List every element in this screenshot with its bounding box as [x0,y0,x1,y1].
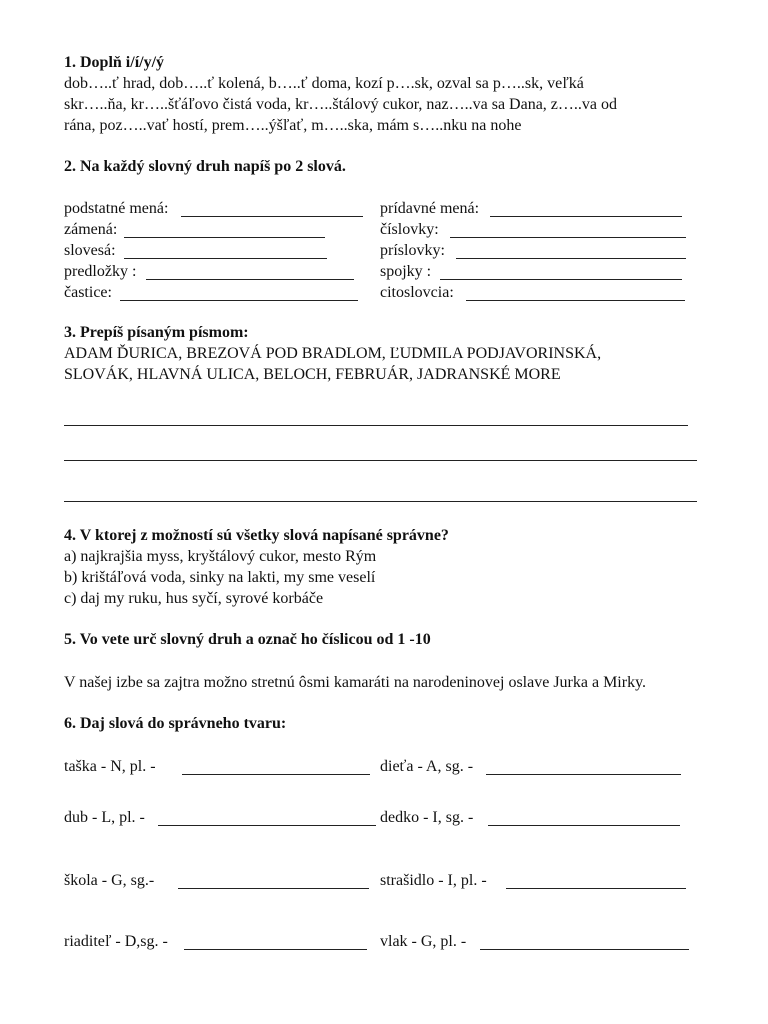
form-task-label: taška - N, pl. - [64,758,156,775]
answer-blank[interactable] [506,888,686,889]
exercise-1-text-line: rána, poz…..vať hostí, prem…..ýšľať, m…..ska, mám s…..nku na nohe [64,117,522,134]
form-task-label: dub - L, pl. - [64,809,145,826]
word-class-label: citoslovcia: [380,284,454,301]
exercise-5-title: 5. Vo vete urč slovný druh a označ ho číslicou od 1 -10 [64,631,431,648]
word-class-label: podstatné mená: [64,200,169,217]
answer-blank[interactable] [124,237,325,238]
exercise-4-title: 4. V ktorej z možností sú všetky slová napísané správne? [64,527,449,544]
answer-option: a) najkrajšia myss, kryštálový cukor, mesto Rým [64,548,377,565]
answer-blank[interactable] [184,949,367,950]
answer-blank[interactable] [178,888,369,889]
exercise-2-title: 2. Na každý slovný druh napíš po 2 slová. [64,158,346,175]
form-task-label: dedko - I, sg. - [380,809,474,826]
word-class-label: predložky : [64,263,137,280]
answer-blank[interactable] [124,258,327,259]
word-class-label: zámená: [64,221,118,238]
form-task-label: dieťa - A, sg. - [380,758,474,775]
answer-blank[interactable] [440,279,682,280]
answer-blank[interactable] [146,279,354,280]
exercise-3-text-line: ADAM ĎURICA, BREZOVÁ POD BRADLOM, ĽUDMILA PODJAVORINSKÁ, [64,345,602,362]
answer-blank[interactable] [182,774,370,775]
answer-blank[interactable] [480,949,689,950]
exercise-5-sentence: V našej izbe sa zajtra možno stretnú ôsmi kamaráti na narodeninovej oslave Jurka a Mirky. [64,674,647,691]
exercise-3-text-line: SLOVÁK, HLAVNÁ ULICA, BELOCH, FEBRUÁR, JADRANSKÉ MORE [64,366,561,383]
word-class-label: príslovky: [380,242,445,259]
exercise-1-text-line: skr…..ňa, kr…..šťáľovo čistá voda, kr…..štálový cukor, naz…..va sa Dana, z…..va od [64,96,617,113]
answer-blank[interactable] [488,825,680,826]
answer-option: c) daj my ruku, hus syčí, syrové korbáče [64,590,324,607]
exercise-3-title: 3. Prepíš písaným písmom: [64,324,249,341]
answer-blank[interactable] [158,825,376,826]
form-task-label: riaditeľ - D,sg. - [64,933,168,950]
answer-blank[interactable] [490,216,682,217]
form-task-label: strašidlo - I, pl. - [380,872,487,889]
answer-option: b) krištáľová voda, sinky na lakti, my sme veselí [64,569,376,586]
word-class-label: slovesá: [64,242,116,259]
word-class-label: častice: [64,284,112,301]
exercise-1-title: 1. Doplň i/í/y/ý [64,54,165,71]
answer-blank[interactable] [120,300,358,301]
exercise-6-title: 6. Daj slová do správneho tvaru: [64,715,287,732]
answer-blank[interactable] [181,216,363,217]
form-task-label: škola - G, sg.- [64,872,155,889]
answer-blank[interactable] [486,774,681,775]
answer-blank[interactable] [456,258,686,259]
answer-blank[interactable] [466,300,685,301]
word-class-label: číslovky: [380,221,439,238]
answer-blank[interactable] [450,237,686,238]
form-task-label: vlak - G, pl. - [380,933,467,950]
word-class-label: spojky : [380,263,432,280]
writing-line[interactable] [64,425,688,426]
word-class-label: prídavné mená: [380,200,480,217]
exercise-1-text-line: dob…..ť hrad, dob…..ť kolená, b…..ť doma, kozí p….sk, ozval sa p…..sk, veľká [64,75,584,92]
writing-line[interactable] [64,501,697,502]
writing-line[interactable] [64,460,697,461]
